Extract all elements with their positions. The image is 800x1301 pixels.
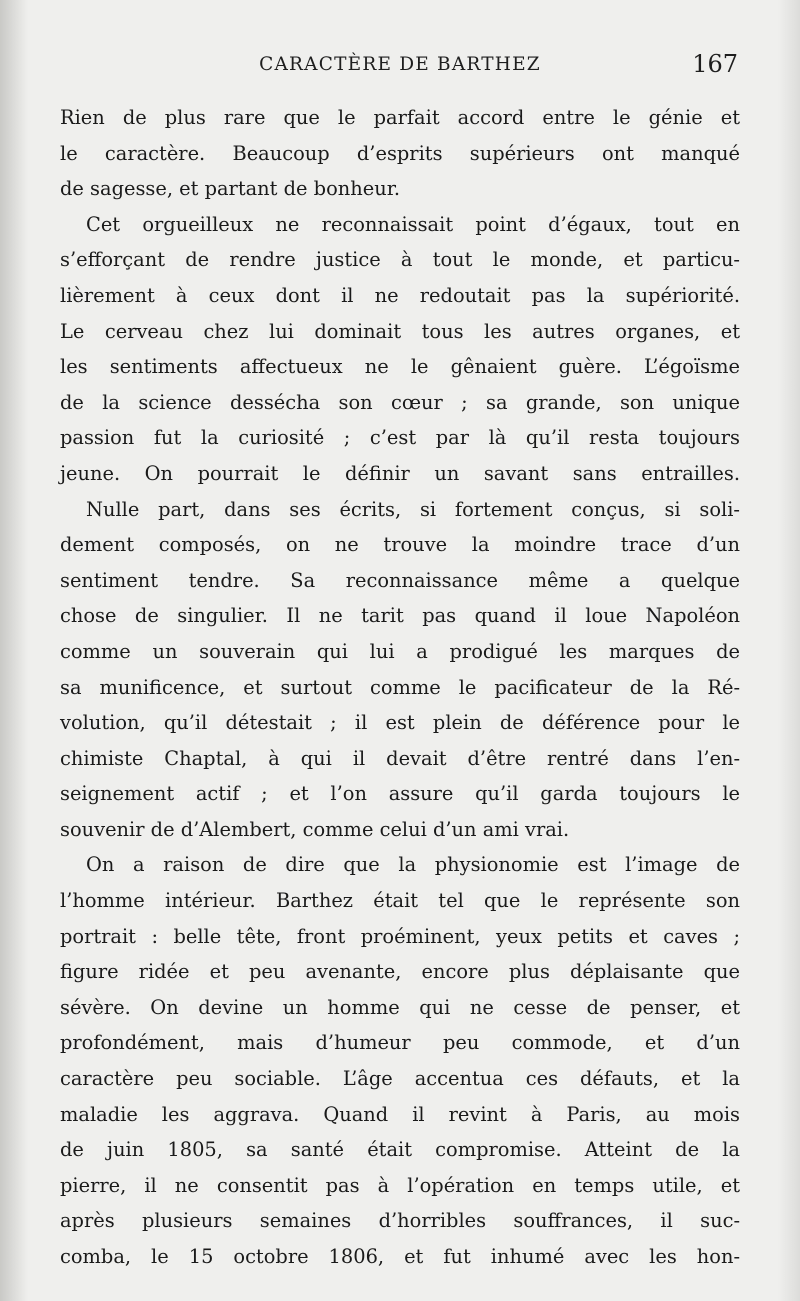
text-line: figure ridée et peu avenante, encore plus déplaisante que <box>60 960 740 984</box>
text-line: chose de singulier. Il ne tarit pas quand il loue Napoléon <box>60 604 740 628</box>
text-line: comme un souverain qui lui a prodigué les marques de <box>60 639 740 663</box>
text-line: volution, qu’il détestait ; il est plein de déférence pour le <box>60 711 740 735</box>
text-line: sentiment tendre. Sa reconnaissance même a quelque <box>60 568 740 592</box>
text-line: l’homme intérieur. Barthez était tel que le représente son <box>60 889 740 913</box>
text-line: de sagesse, et partant de bonheur. <box>60 177 401 201</box>
text-line: sa munificence, et surtout comme le pacificateur de la Ré- <box>60 675 740 699</box>
text-line: Nulle part, dans ses écrits, si fortement conçus, si soli- <box>86 497 740 521</box>
text-line: dement composés, on ne trouve la moindre trace d’un <box>60 533 740 557</box>
text-line: On a raison de dire que la physionomie est l’image de <box>86 853 740 877</box>
text-line: Rien de plus rare que le parfait accord entre le génie et <box>60 106 740 129</box>
text-line: après plusieurs semaines d’horribles souffrances, il suc- <box>60 1209 740 1233</box>
page-header <box>60 50 740 80</box>
text-line: portrait : belle tête, front proéminent, yeux petits et caves ; <box>60 924 740 948</box>
text-line: les sentiments affectueux ne le gênaient guère. L’égoïsme <box>60 355 740 379</box>
text-line: Le cerveau chez lui dominait tous les autres organes, et <box>60 319 740 343</box>
text-line: de juin 1805, sa santé était compromise. Atteint de la <box>60 1138 740 1162</box>
text-line: chimiste Chaptal, à qui il devait d’être rentré dans l’en- <box>60 746 740 770</box>
text-line: le caractère. Beaucoup d’esprits supérieurs ont manqué <box>60 141 740 165</box>
body-text <box>60 100 740 1275</box>
text-line: comba, le 15 octobre 1806, et fut inhumé avec les hon- <box>60 1245 740 1268</box>
text-line: s’efforçant de rendre justice à tout le monde, et particu- <box>60 248 740 272</box>
text-line: caractère peu sociable. L’âge accentua ces défauts, et la <box>60 1067 740 1091</box>
text-line: profondément, mais d’humeur peu commode, et d’un <box>60 1031 740 1055</box>
text-line: seignement actif ; et l’on assure qu’il garda toujours le <box>60 782 740 806</box>
text-line: jeune. On pourrait le définir un savant sans entrailles. <box>60 461 740 485</box>
text-line: maladie les aggrava. Quand il revint à Paris, au mois <box>60 1102 740 1126</box>
text-line: de la science dessécha son cœur ; sa grande, son unique <box>60 390 740 414</box>
text-line: souvenir de d’Alembert, comme celui d’un ami vrai. <box>60 817 570 841</box>
page-number: 167 <box>692 50 738 78</box>
text-line: passion fut la curiosité ; c’est par là qu’il resta toujours <box>60 426 740 450</box>
text-line: Cet orgueilleux ne reconnaissait point d’égaux, tout en <box>86 212 740 236</box>
text-line: pierre, il ne consentit pas à l’opération en temps utile, et <box>60 1173 740 1197</box>
text-line: sévère. On devine un homme qui ne cesse de penser, et <box>60 995 740 1019</box>
running-title: CARACTÈRE DE BARTHEZ <box>259 54 541 75</box>
text-line: lièrement à ceux dont il ne redoutait pas la supériorité. <box>60 283 740 307</box>
